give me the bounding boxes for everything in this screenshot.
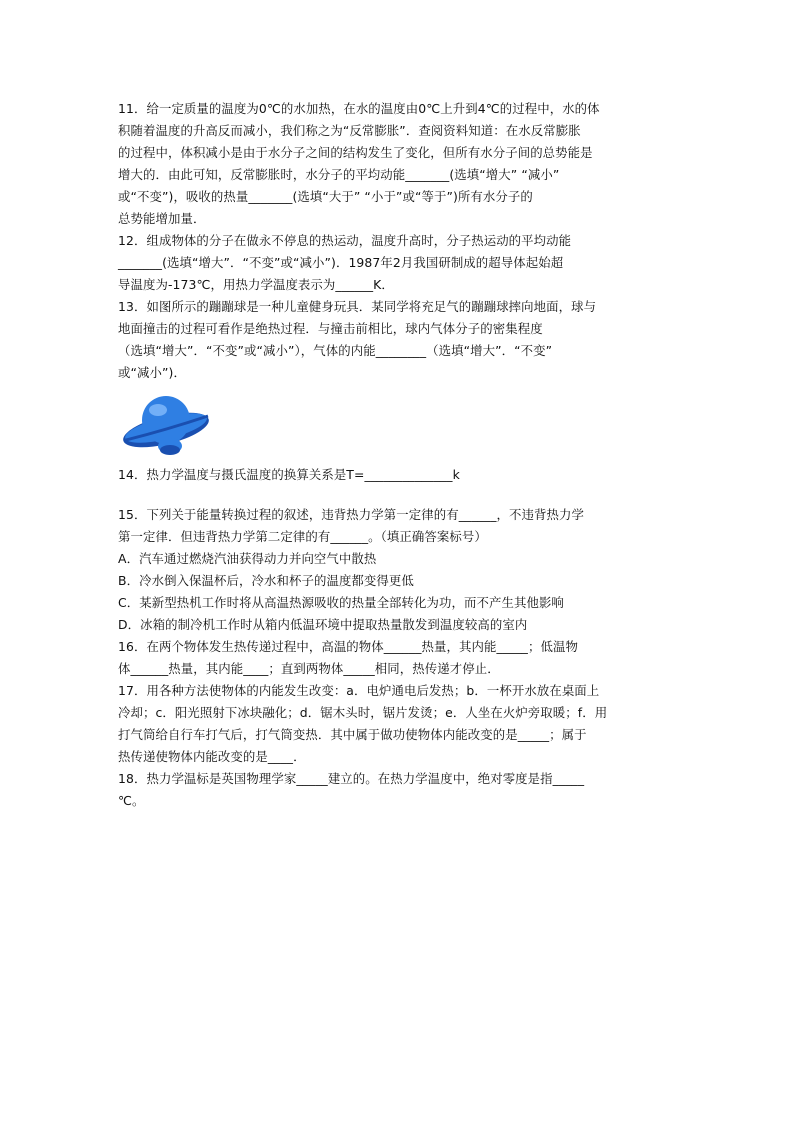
question-16-line-2: 体______热量，其内能____；直到两物体_____相同，热传递才停止．	[118, 661, 500, 676]
question-12-line-3: 导温度为-173℃，用热力学温度表示为______K．	[118, 277, 394, 292]
question-14	[118, 464, 688, 486]
question-15-line-1: 15．下列关于能量转换过程的叙述，违背热力学第一定律的有______，不违背热力学	[118, 507, 584, 522]
question-15-option-c: C．某新型热机工作时将从高温热源吸收的热量全部转化为功，而不产生其他影响	[118, 595, 564, 610]
question-13-line-2: 地面撞击的过程可看作是绝热过程．与撞击前相比，球内气体分子的密集程度	[118, 321, 543, 336]
question-list	[118, 98, 688, 812]
question-13-line-3: （选填“增大”．“不变”或“减小”），气体的内能________（选填“增大”．“不变”	[118, 343, 553, 358]
question-13-line-1: 13．如图所示的蹦蹦球是一种儿童健身玩具．某同学将充足气的蹦蹦球摔向地面，球与	[118, 299, 597, 314]
question-11	[118, 98, 688, 230]
question-15-option-a: A．汽车通过燃烧汽油获得动力并向空气中散热	[118, 551, 377, 566]
question-16-line-1: 16．在两个物体发生热传递过程中，高温的物体______热量，其内能_____；低温物	[118, 639, 578, 654]
question-14-line-1: 14．热力学温度与摄氏温度的换算关系是T=______________k	[118, 467, 460, 482]
question-11-line-5: 或“不变”)，吸收的热量_______(选填“大于” “小于”或“等于”)所有水分子的	[118, 189, 533, 204]
question-12	[118, 230, 688, 296]
question-15-option-b: B．冷水倒入保温杯后，冷水和杯子的温度都变得更低	[118, 573, 414, 588]
question-11-line-1: 11．给一定质量的温度为0℃的水加热，在水的温度由0℃上升到4℃的过程中，水的体	[118, 101, 600, 116]
pogo-ball-image	[118, 390, 214, 460]
question-17	[118, 680, 688, 768]
question-17-line-3: 打气筒给自行车打气后，打气筒变热．其中属于做功使物体内能改变的是_____；属于	[118, 727, 587, 742]
question-15	[118, 504, 688, 636]
question-18-line-2: ℃。	[118, 793, 145, 808]
question-12-line-1: 12．组成物体的分子在做永不停息的热运动，温度升高时，分子热运动的平均动能	[118, 233, 572, 248]
question-18	[118, 768, 688, 812]
question-11-line-6: 总势能增加量．	[118, 211, 206, 226]
question-17-line-1: 17．用各种方法使物体的内能发生改变：a．电炉通电后发热；b．一杯开水放在桌面上	[118, 683, 600, 698]
question-17-line-4: 热传递使物体内能改变的是____．	[118, 749, 306, 764]
question-11-line-2: 积随着温度的升高反而减小，我们称之为“反常膨胀”．查阅资料知道：在水反常膨胀	[118, 123, 581, 138]
question-15-option-d: D．冰箱的制冷机工作时从箱内低温环境中提取热量散发到温度较高的室内	[118, 617, 528, 632]
question-16	[118, 636, 688, 680]
question-11-line-4: 增大的．由此可知，反常膨胀时，水分子的平均动能_______(选填“增大” “减小”	[118, 167, 560, 182]
question-13	[118, 296, 688, 460]
question-11-line-3: 的过程中，体积减小是由于水分子之间的结构发生了变化，但所有水分子间的总势能是	[118, 145, 593, 160]
question-15-line-2: 第一定律．但违背热力学第二定律的有______。（填正确答案标号）	[118, 529, 487, 544]
question-13-line-4: 或“减小”)．	[118, 365, 186, 380]
pogo-ball-icon	[118, 390, 214, 460]
question-17-line-2: 冷却；c．阳光照射下冰块融化；d．锯木头时，锯片发烫；e．人坐在火炉旁取暖；f．用	[118, 705, 608, 720]
question-18-line-1: 18．热力学温标是英国物理学家_____建立的。在热力学温度中，绝对零度是指_____	[118, 771, 585, 786]
question-12-line-2: _______(选填“增大”．“不变”或“减小”)．1987年2月我国研制成的超导体起始超	[118, 255, 564, 270]
